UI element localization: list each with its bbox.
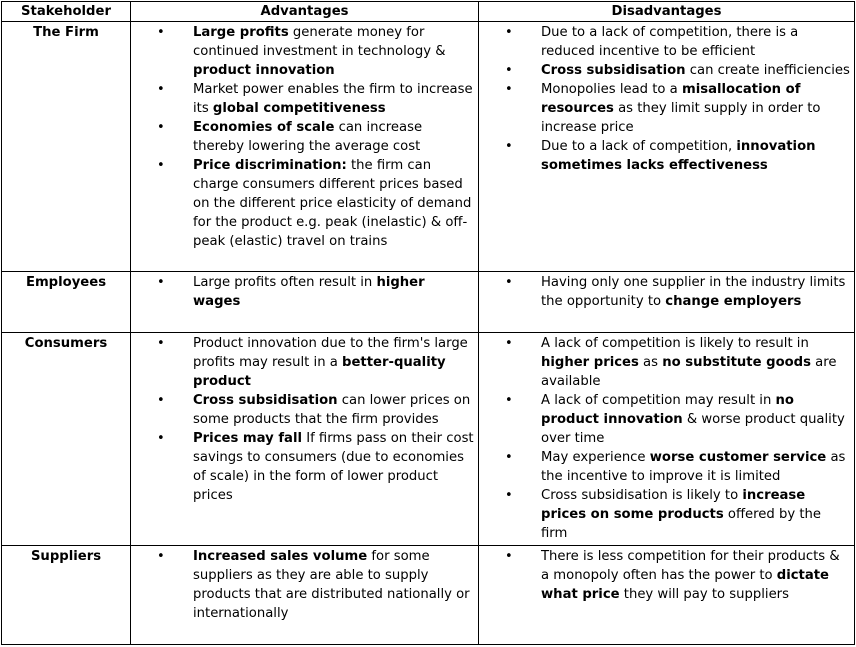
list-item: • A lack of competition is likely to result in higher prices as no substitute goods are available <box>479 334 850 391</box>
table-row <box>2 546 855 645</box>
header-advantages: Advantages <box>131 2 479 22</box>
list-item: • Price discrimination: the firm can charge consumers different prices based on the different price elasticity of demand for the product e.g. peak (inelastic) & off-peak (elastic) travel on trains <box>131 156 474 251</box>
bold-term: Cross subsidisation <box>541 63 686 78</box>
advantages-list <box>131 334 478 505</box>
table-row <box>2 22 855 272</box>
disadvantages-list <box>479 334 854 543</box>
stakeholder-cell: Employees <box>2 272 131 333</box>
table-row <box>2 272 855 333</box>
advantages-cell <box>131 272 479 333</box>
bold-term: Cross subsidisation <box>193 393 338 408</box>
list-item: • Cross subsidisation can create inefficiencies <box>479 61 850 80</box>
advantages-cell <box>131 333 479 546</box>
list-item: • There is less competition for their products & a monopoly often has the power to dictate what price they will pay to suppliers <box>479 547 850 604</box>
list-item: • Large profits generate money for continued investment in technology & product innovation <box>131 23 474 80</box>
list-item: • Increased sales volume for some suppliers as they are able to supply products that are distributed nationally or internationally <box>131 547 474 623</box>
list-item: • Economies of scale can increase thereby lowering the average cost <box>131 118 474 156</box>
bold-term: increase prices on some products <box>541 488 806 522</box>
disadvantages-cell <box>479 546 855 645</box>
bold-term: worse customer service <box>649 450 827 465</box>
list-item: • Product innovation due to the firm's large profits may result in a better-quality product <box>131 334 474 391</box>
list-item: • Having only one supplier in the industry limits the opportunity to change employers <box>479 273 850 311</box>
advantages-list <box>131 273 478 311</box>
disadvantages-cell <box>479 333 855 546</box>
bold-term: misallocation of resources <box>541 82 801 116</box>
list-item: • Cross subsidisation is likely to increase prices on some products offered by the firm <box>479 486 850 543</box>
stakeholder-table <box>1 1 855 645</box>
disadvantages-list <box>479 273 854 311</box>
disadvantages-cell <box>479 272 855 333</box>
bold-term: dictate what price <box>541 568 829 602</box>
bold-term: innovation sometimes lacks effectiveness <box>541 139 816 173</box>
disadvantages-list <box>479 23 854 175</box>
stakeholder-cell: Consumers <box>2 333 131 546</box>
table-row <box>2 333 855 546</box>
advantages-list <box>131 23 478 251</box>
bold-term: higher prices <box>541 355 639 370</box>
advantages-list <box>131 547 478 623</box>
bold-term: better-quality product <box>193 355 446 389</box>
bold-term: no substitute goods <box>662 355 811 370</box>
bold-term: higher wages <box>193 275 425 309</box>
list-item: • Market power enables the firm to increase its global competitiveness <box>131 80 474 118</box>
list-item: • Due to a lack of competition, there is a reduced incentive to be efficient <box>479 23 850 61</box>
stakeholder-cell: The Firm <box>2 22 131 272</box>
list-item: • Cross subsidisation can lower prices on some products that the firm provides <box>131 391 474 429</box>
header-stakeholder: Stakeholder <box>2 2 131 22</box>
bold-term: Prices may fall <box>193 431 302 446</box>
list-item: • May experience worse customer service as the incentive to improve it is limited <box>479 448 850 486</box>
list-item: • Prices may fall If firms pass on their cost savings to consumers (due to economies of scale) in the form of lower product prices <box>131 429 474 505</box>
advantages-cell <box>131 546 479 645</box>
bold-term: no product innovation <box>541 393 794 427</box>
header-disadvantages: Disadvantages <box>479 2 855 22</box>
disadvantages-cell <box>479 22 855 272</box>
disadvantages-list <box>479 547 854 604</box>
bold-term: Economies of scale <box>193 120 335 135</box>
header-row <box>2 2 855 22</box>
bold-term: change employers <box>665 294 802 309</box>
bold-term: Price discrimination: <box>193 158 347 173</box>
list-item: • A lack of competition may result in no product innovation & worse product quality over time <box>479 391 850 448</box>
list-item: • Due to a lack of competition, innovation sometimes lacks effectiveness <box>479 137 850 175</box>
advantages-cell <box>131 22 479 272</box>
bold-term: Increased sales volume <box>193 549 368 564</box>
bold-term: global competitiveness <box>212 101 386 116</box>
bold-term: product innovation <box>193 63 335 78</box>
bold-term: Large profits <box>193 25 289 40</box>
list-item: • Monopolies lead to a misallocation of resources as they limit supply in order to increase price <box>479 80 850 137</box>
stakeholder-cell: Suppliers <box>2 546 131 645</box>
list-item: • Large profits often result in higher wages <box>131 273 474 311</box>
